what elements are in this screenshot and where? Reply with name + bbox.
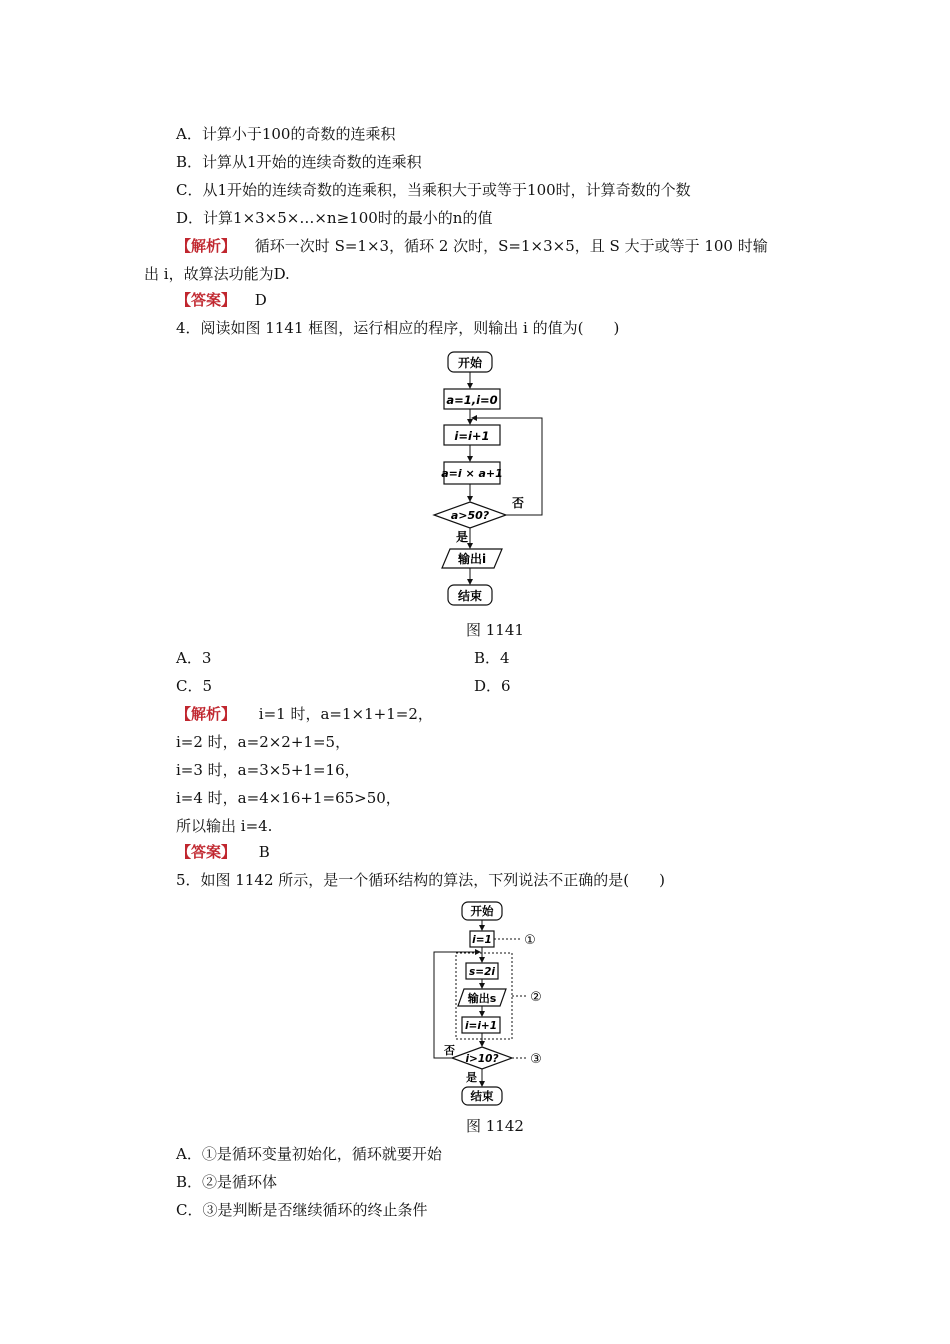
q3-option-c: C．从1开始的连续奇数的连乘积，当乘积大于或等于100时，计算奇数的个数 (176, 181, 691, 199)
q3-answer-value: D (254, 291, 267, 309)
fc1-step2-label: a=i × a+1 (441, 467, 503, 480)
flowchart-1142 (424, 898, 556, 1110)
q4-option-a: A．3 (176, 649, 212, 667)
fc2-cond-label: i>10? (465, 1053, 499, 1065)
q4-option-b: B．4 (474, 649, 510, 667)
q4-analysis-line-4: i=4 时，a=4×16+1=65>50， (176, 789, 401, 807)
q4-answer-tag: 【答案】 (176, 843, 237, 861)
fc1-init-label: a=1,i=0 (446, 393, 498, 407)
fc2-s-label: s=2i (469, 966, 495, 978)
fc1-no-label: 否 (512, 496, 525, 510)
fc2-yes-label: 是 (466, 1071, 477, 1084)
q3-analysis (176, 236, 768, 256)
q3-analysis-text: 循环一次时 S=1×3，循环 2 次时，S=1×3×5，且 S 大于或等于 100 时输 (254, 237, 768, 255)
fc1-start-label: 开始 (457, 356, 483, 370)
q4-analysis-tag: 【解析】 (176, 705, 237, 723)
q3-option-b: B．计算从1开始的连续奇数的连乘积 (176, 153, 422, 171)
fc2-end-label: 结束 (470, 1089, 494, 1103)
flowchart-1141 (430, 346, 560, 610)
figure-1142-caption: 图 1142 (466, 1117, 524, 1135)
fc2-mark-3: ③ (530, 1052, 542, 1067)
fc2-step-label: i=i+1 (464, 1020, 498, 1032)
fc1-end-label: 结束 (457, 589, 483, 603)
fc2-no-label: 否 (444, 1044, 455, 1057)
fc1-yes-label: 是 (456, 530, 469, 544)
fc1-output-label: 输出i (457, 552, 487, 566)
q5-stem: 5．如图 1142 所示，是一个循环结构的算法，下列说法不正确的是( ) (176, 871, 665, 889)
q4-stem: 4．阅读如图 1141 框图，运行相应的程序，则输出 i 的值为( ) (176, 319, 620, 337)
q4-analysis-line-2: i=2 时，a=2×2+1=5， (176, 733, 351, 751)
q4-answer-value: B (258, 843, 270, 861)
fc2-start-label: 开始 (470, 904, 494, 918)
fc1-cond-label: a>50? (450, 509, 490, 522)
q4-answer (176, 842, 270, 862)
q3-answer (176, 290, 267, 310)
fc1-step1-label: i=i+1 (454, 429, 490, 443)
q4-option-c: C．5 (176, 677, 213, 695)
fc2-mark-1: ① (524, 933, 536, 948)
q4-analysis (176, 704, 433, 724)
q3-answer-tag: 【答案】 (176, 291, 237, 309)
q5-option-b: B．②是循环体 (176, 1173, 278, 1191)
figure-1141-caption: 图 1141 (466, 621, 524, 639)
q3-analysis-tag: 【解析】 (176, 237, 237, 255)
fc2-init-label: i=1 (472, 934, 492, 946)
q5-option-c: C．③是判断是否继续循环的终止条件 (176, 1201, 428, 1219)
q4-analysis-line-5: 所以输出 i=4. (176, 817, 273, 835)
q4-option-d: D．6 (474, 677, 511, 695)
q4-analysis-line-3: i=3 时，a=3×5+1=16， (176, 761, 360, 779)
fc2-output-label: 输出s (467, 992, 497, 1005)
q3-option-d: D．计算1×3×5×…×n≥100时的最小的n的值 (176, 209, 493, 227)
q3-option-a: A．计算小于100的奇数的连乘积 (176, 125, 396, 143)
fc2-mark-2: ② (530, 990, 542, 1005)
q3-analysis-cont: 出 i，故算法功能为D. (144, 265, 290, 283)
q4-analysis-line-1: i=1 时，a=1×1+1=2， (258, 705, 433, 723)
q5-option-a: A．①是循环变量初始化，循环就要开始 (176, 1145, 442, 1163)
